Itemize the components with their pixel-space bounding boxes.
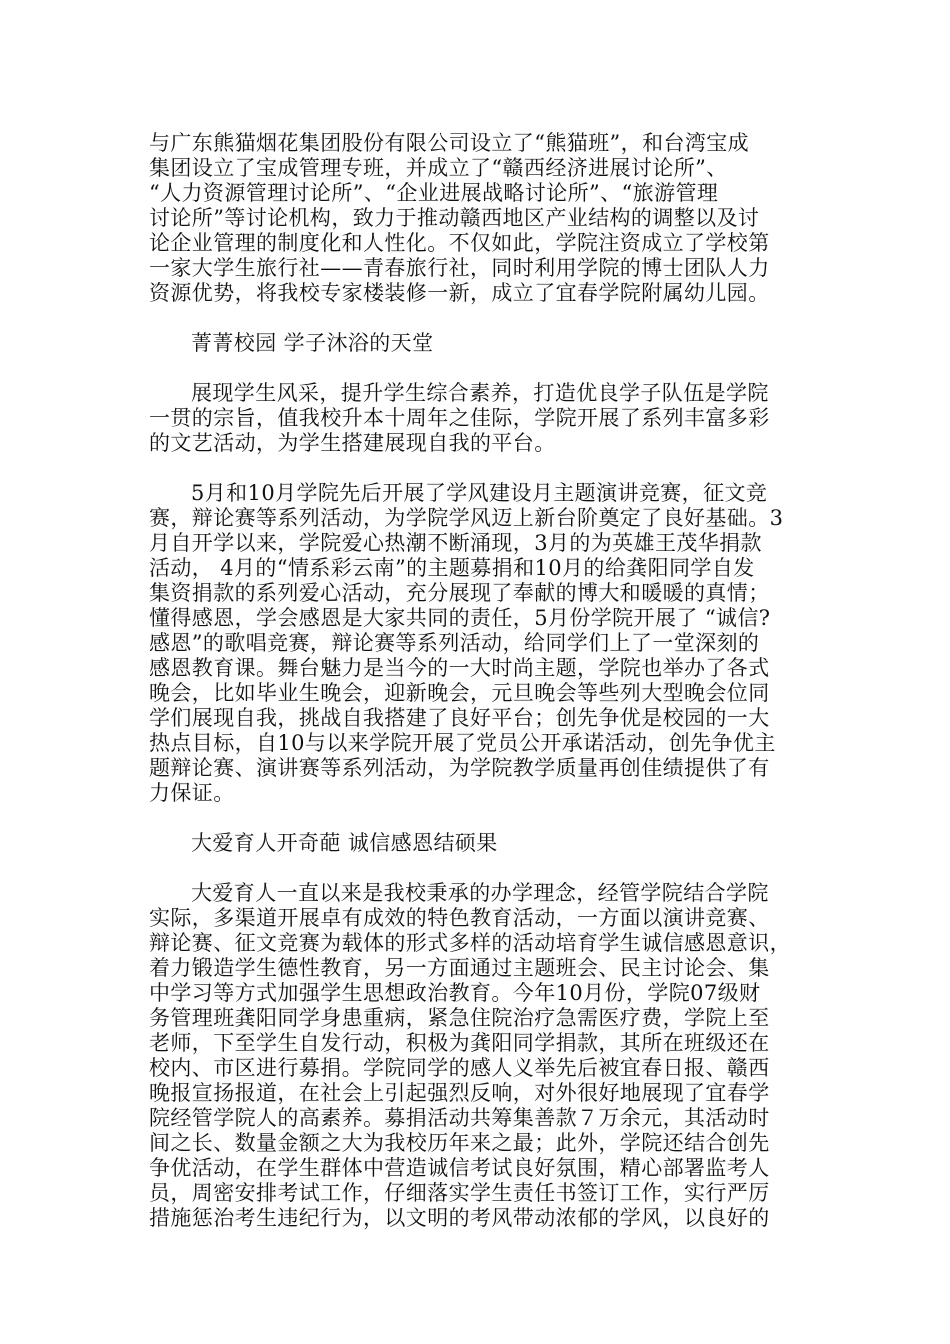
body-text-line: 着力锻造学生德性教育，另一方面通过主题班会、民主讨论会、集 — [149, 956, 770, 980]
section-heading: 菁菁校园 学子沐浴的天堂 — [191, 331, 434, 355]
body-text-line: 与广东熊猫烟花集团股份有限公司设立了“熊猫班”，和台湾宝成 — [149, 131, 750, 155]
body-text-line: 集团设立了宝成管理专班，并成立了“赣西经济进展讨论所”、 — [149, 156, 728, 180]
body-text-line: 间之长、数量金额之大为我校历年来之最；此外，学院还结合创先 — [149, 1131, 770, 1155]
body-text-line: 题辩论赛、演讲赛等系列活动，为学院教学质量再创佳绩提供了有 — [149, 756, 770, 780]
body-text-line: 学们展现自我，挑战自我搭建了良好平台；创先争优是校园的一大 — [149, 706, 770, 730]
body-text-line: 一家大学生旅行社——青春旅行社，同时利用学院的博士团队人力 — [149, 256, 770, 280]
body-text-line: 论企业管理的制度化和人性化。不仅如此，学院注资成立了学校第 — [149, 231, 770, 255]
body-text-line: 老师，下至学生自发行动，积极为龚阳同学捐款，其所在班级还在 — [149, 1031, 770, 1055]
body-text-line: 资源优势，将我校专家楼装修一新，成立了宜春学院附属幼儿园。 — [149, 281, 770, 305]
body-text-line: 实际，多渠道开展卓有成效的特色教育活动，一方面以演讲竞赛、 — [149, 906, 770, 930]
body-text-line: 展现学生风采，提升学生综合素养，打造优良学子队伍是学院 — [191, 381, 769, 405]
body-text-line: 争优活动，在学生群体中营造诚信考试良好氛围，精心部署监考人 — [149, 1156, 770, 1180]
body-text-line: 措施惩治考生违纪行为，以文明的考风带动浓郁的学风，以良好的 — [149, 1206, 770, 1230]
body-text-line: 院经管学院人的高素养。募捐活动共筹集善款７万余元，其活动时 — [149, 1106, 770, 1130]
body-text-line: 月自开学以来，学院爱心热潮不断涌现，3月的为英雄王茂华捐款 — [149, 531, 762, 555]
body-text-line: 懂得感恩，学会感恩是大家共同的责任，5月份学院开展了 “诚信? — [149, 606, 771, 630]
body-text-line: 5月和10月学院先后开展了学风建设月主题演讲竞赛，征文竞 — [191, 481, 768, 505]
body-text-line: 中学习等方式加强学生思想政治教育。今年10月份，学院07级财 — [149, 981, 761, 1005]
body-text-line: 晚报宣扬报道，在社会上引起强烈反响，对外很好地展现了宜春学 — [149, 1081, 770, 1105]
body-text-line: 集资捐款的系列爱心活动，充分展现了奉献的博大和暖暖的真情； — [149, 581, 770, 605]
body-text-line: 的文艺活动，为学生搭建展现自我的平台。 — [149, 431, 556, 455]
body-text-line: 校内、市区进行募捐。学院同学的感人义举先后被宜春日报、赣西 — [149, 1056, 770, 1080]
section-heading: 大爱育人开奇葩 诚信感恩结硕果 — [191, 831, 498, 855]
body-text-line: 辩论赛、征文竞赛为载体的形式多样的活动培育学生诚信感恩意识， — [149, 931, 791, 955]
body-text-line: 大爱育人一直以来是我校秉承的办学理念，经管学院结合学院 — [191, 881, 769, 905]
body-text-line: 一贯的宗旨，值我校升本十周年之佳际，学院开展了系列丰富多彩 — [149, 406, 770, 430]
body-text-line: 赛，辩论赛等系列活动，为学院学风迈上新台阶奠定了良好基础。3 — [149, 506, 784, 530]
body-text-line: 务管理班龚阳同学身患重病，紧急住院治疗急需医疗费，学院上至 — [149, 1006, 770, 1030]
body-text-line: 感恩”的歌唱竞赛，辩论赛等系列活动，给同学们上了一堂深刻的 — [149, 631, 760, 655]
body-text-line: 热点目标，自10与以来学院开展了党员公开承诺活动，创先争优主 — [149, 731, 776, 755]
body-text-line: 员，周密安排考试工作，仔细落实学生责任书签订工作，实行严厉 — [149, 1181, 770, 1205]
body-text-line: 力保证。 — [149, 781, 235, 805]
body-text-line: 活动， 4月的“情系彩云南”的主题募捐和10月的给龚阳同学自发 — [149, 556, 755, 580]
body-text-line: “人力资源管理讨论所”、“企业进展战略讨论所”、“旅游管理 — [149, 181, 719, 205]
body-text-line: 晚会，比如毕业生晚会，迎新晚会，元旦晚会等些列大型晚会位同 — [149, 681, 770, 705]
body-text-line: 感恩教育课。舞台魅力是当今的一大时尚主题，学院也举办了各式 — [149, 656, 770, 680]
body-text-line: 讨论所”等讨论机构，致力于推动赣西地区产业结构的调整以及讨 — [149, 206, 760, 230]
